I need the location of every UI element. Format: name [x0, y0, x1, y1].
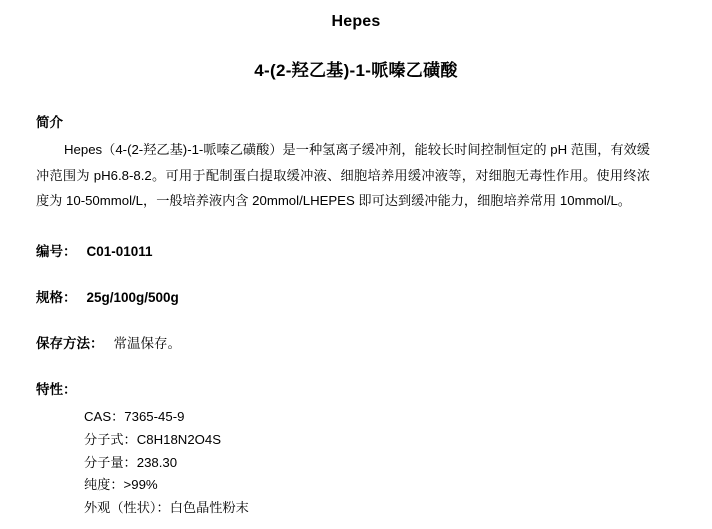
properties-section — [36, 378, 682, 520]
field-row-storage — [36, 332, 682, 352]
field-value-spec: 25g/100g/500g — [86, 290, 179, 306]
field-label-code: 编号： — [36, 244, 77, 260]
fields-section — [36, 240, 682, 352]
field-value-storage: 常温保存。 — [113, 336, 181, 352]
field-row-code — [36, 240, 682, 260]
intro-section — [36, 111, 682, 214]
property-item-cas: CAS：7365-45-9 — [84, 409, 185, 425]
intro-text: Hepes（4-(2-羟乙基)-1-哌嗪乙磺酸）是一种氢离子缓冲剂，能较长时间控制恒定的 pH 范围，有效缓冲范围为 pH6.8-8.2。可用于配制蛋白提取缓冲液、细胞培养用缓冲液等，对细胞无毒性作用。使用终浓度为 10-50mmol/L，一般培养液内含 20mmol/LHEPES 即可达到缓冲能力，细胞培养常用 10mmol/L。 — [36, 142, 650, 209]
intro-body — [36, 137, 650, 214]
field-label-storage: 保存方法： — [36, 336, 104, 352]
property-item-appearance: 外观（性状）：白色晶性粉末 — [84, 500, 249, 516]
field-label-spec: 规格： — [36, 290, 77, 306]
properties-list — [84, 406, 682, 520]
property-item-formula: 分子式：C8H18N2O4S — [84, 431, 222, 447]
field-row-spec — [36, 286, 682, 306]
document-page — [0, 13, 712, 529]
field-value-code: C01-01011 — [86, 244, 153, 260]
properties-heading: 特性： — [36, 382, 77, 398]
page-title-chinese: 4-(2-羟乙基)-1-哌嗪乙磺酸 — [254, 61, 458, 80]
property-item-molecular-weight: 分子量：238.30 — [84, 454, 178, 470]
page-title-english: Hepes — [331, 13, 381, 30]
intro-heading: 简介 — [36, 115, 63, 130]
property-item-purity: 纯度：>99% — [84, 477, 158, 493]
